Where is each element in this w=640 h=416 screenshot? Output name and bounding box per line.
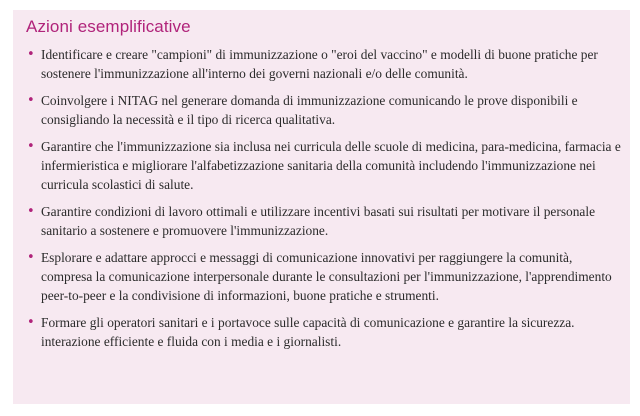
bullet-dot-icon: • bbox=[27, 47, 35, 62]
list-item-text: Esplorare e adattare approcci e messaggi di comunicazione innovativi per raggiungere la comunità, compresa la comunicazione interpersonale durante le consultazioni per l'immunizzazione, l'apprendimento peer-to-peer e la condivisione di informazioni, buone pratiche e strumenti. bbox=[41, 250, 612, 303]
list-item bbox=[13, 313, 630, 351]
list-item bbox=[13, 248, 630, 305]
list-item-text: Formare gli operatori sanitari e i portavoce sulle capacità di comunicazione e garantire la sicurezza. interazione efficiente e fluida con i media e i giornalisti. bbox=[41, 315, 575, 349]
list-item-text: Coinvolgere i NITAG nel generare domanda di immunizzazione comunicando le prove disponibili e consigliando la necessità e il tipo di ricerca qualitativa. bbox=[41, 93, 578, 127]
list-item bbox=[13, 202, 630, 240]
actions-list bbox=[13, 45, 630, 359]
list-item bbox=[13, 137, 630, 194]
actions-box bbox=[13, 10, 630, 404]
bullet-dot-icon: • bbox=[27, 315, 35, 330]
bullet-dot-icon: • bbox=[27, 250, 35, 265]
list-item-text: Garantire che l'immunizzazione sia inclusa nei curricula delle scuole di medicina, para-medicina, farmacia e infermieristica e migliorare l'alfabetizzazione sanitaria della comunità includendo l'immunizzazione nei curricula scolastici di salute. bbox=[41, 139, 621, 192]
list-item-text: Garantire condizioni di lavoro ottimali e utilizzare incentivi basati sui risultati per motivare il personale sanitario a sostenere e promuovere l'immunizzazione. bbox=[41, 204, 596, 238]
box-title: Azioni esemplificative bbox=[26, 17, 191, 36]
list-item-text: Identificare e creare "campioni" di immunizzazione o "eroi del vaccino" e modelli di buone pratiche per sostenere l'immunizzazione all'interno dei governi nazionali e/o delle comunità. bbox=[41, 47, 598, 81]
bullet-dot-icon: • bbox=[27, 93, 35, 108]
bullet-dot-icon: • bbox=[27, 139, 35, 154]
list-item bbox=[13, 91, 630, 129]
list-item bbox=[13, 45, 630, 83]
bullet-dot-icon: • bbox=[27, 204, 35, 219]
